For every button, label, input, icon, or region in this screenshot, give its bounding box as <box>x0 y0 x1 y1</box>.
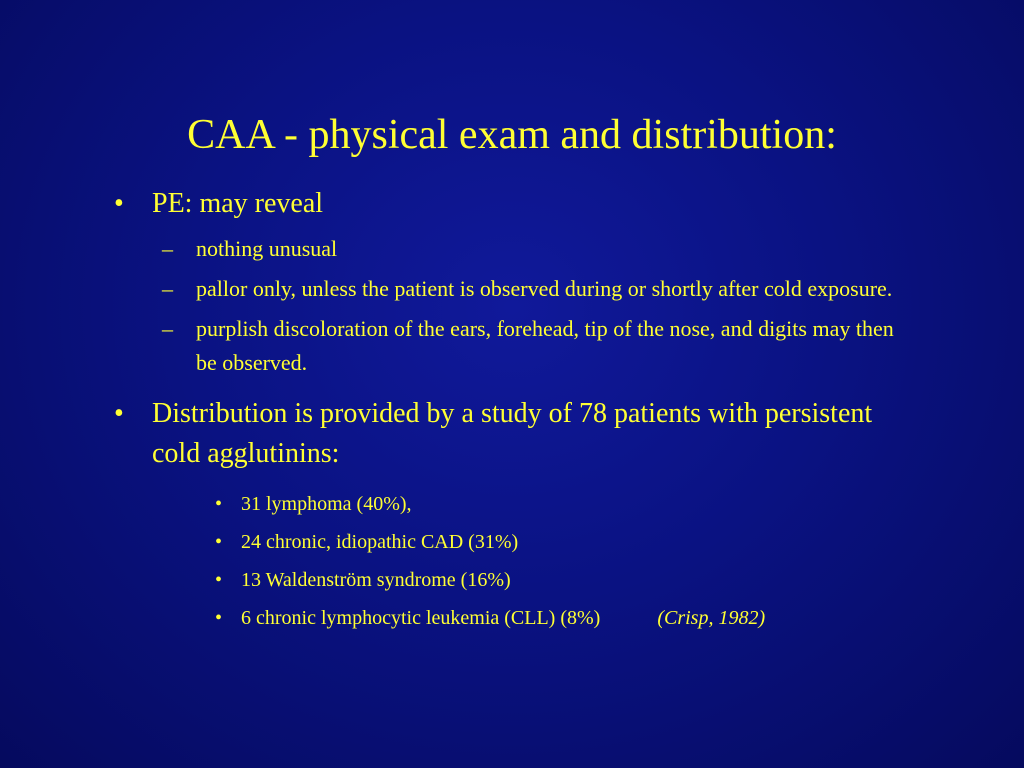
bullet-dot-icon: • <box>215 607 223 629</box>
distribution-item-text: 31 lymphoma (40%), <box>241 493 412 515</box>
bullet-dot-icon: • <box>114 398 124 429</box>
bullet-pe <box>110 184 910 224</box>
bullet-text: Distribution is provided by a study of 78 patients with persistent cold agglutinins: <box>152 398 873 469</box>
sub-bullet-text: pallor only, unless the patient is observed during or shortly after cold exposure. <box>196 276 893 301</box>
sub-bullet-nothing-unusual <box>110 232 910 266</box>
bullet-dot-icon: • <box>215 569 223 591</box>
dash-icon: – <box>162 276 173 301</box>
distribution-item-cad <box>110 528 910 556</box>
dash-icon: – <box>162 236 173 261</box>
bullet-text: PE: may reveal <box>152 188 324 219</box>
sub-bullet-purplish <box>110 312 910 380</box>
sub-bullet-pallor <box>110 272 910 306</box>
bullet-dot-icon: • <box>215 531 223 553</box>
bullet-dot-icon: • <box>114 188 124 219</box>
bullet-dot-icon: • <box>215 493 223 515</box>
citation: (Crisp, 1982) <box>657 607 766 629</box>
distribution-item-text: 24 chronic, idiopathic CAD (31%) <box>241 531 519 553</box>
sub-bullet-text: nothing unusual <box>196 236 338 261</box>
slide-body <box>110 178 910 632</box>
distribution-item-text: 6 chronic lymphocytic leukemia (CLL) (8%) <box>241 607 601 629</box>
distribution-item-cll <box>110 604 910 632</box>
distribution-item-lymphoma <box>110 490 910 518</box>
dash-icon: – <box>162 316 173 341</box>
distribution-item-waldenstrom <box>110 566 910 594</box>
distribution-item-text: 13 Waldenström syndrome (16%) <box>241 569 511 591</box>
bullet-distribution <box>110 394 910 474</box>
slide-title: CAA - physical exam and distribution: <box>187 112 837 158</box>
sub-bullet-text: purplish discoloration of the ears, forehead, tip of the nose, and digits may then be observed. <box>196 316 894 375</box>
